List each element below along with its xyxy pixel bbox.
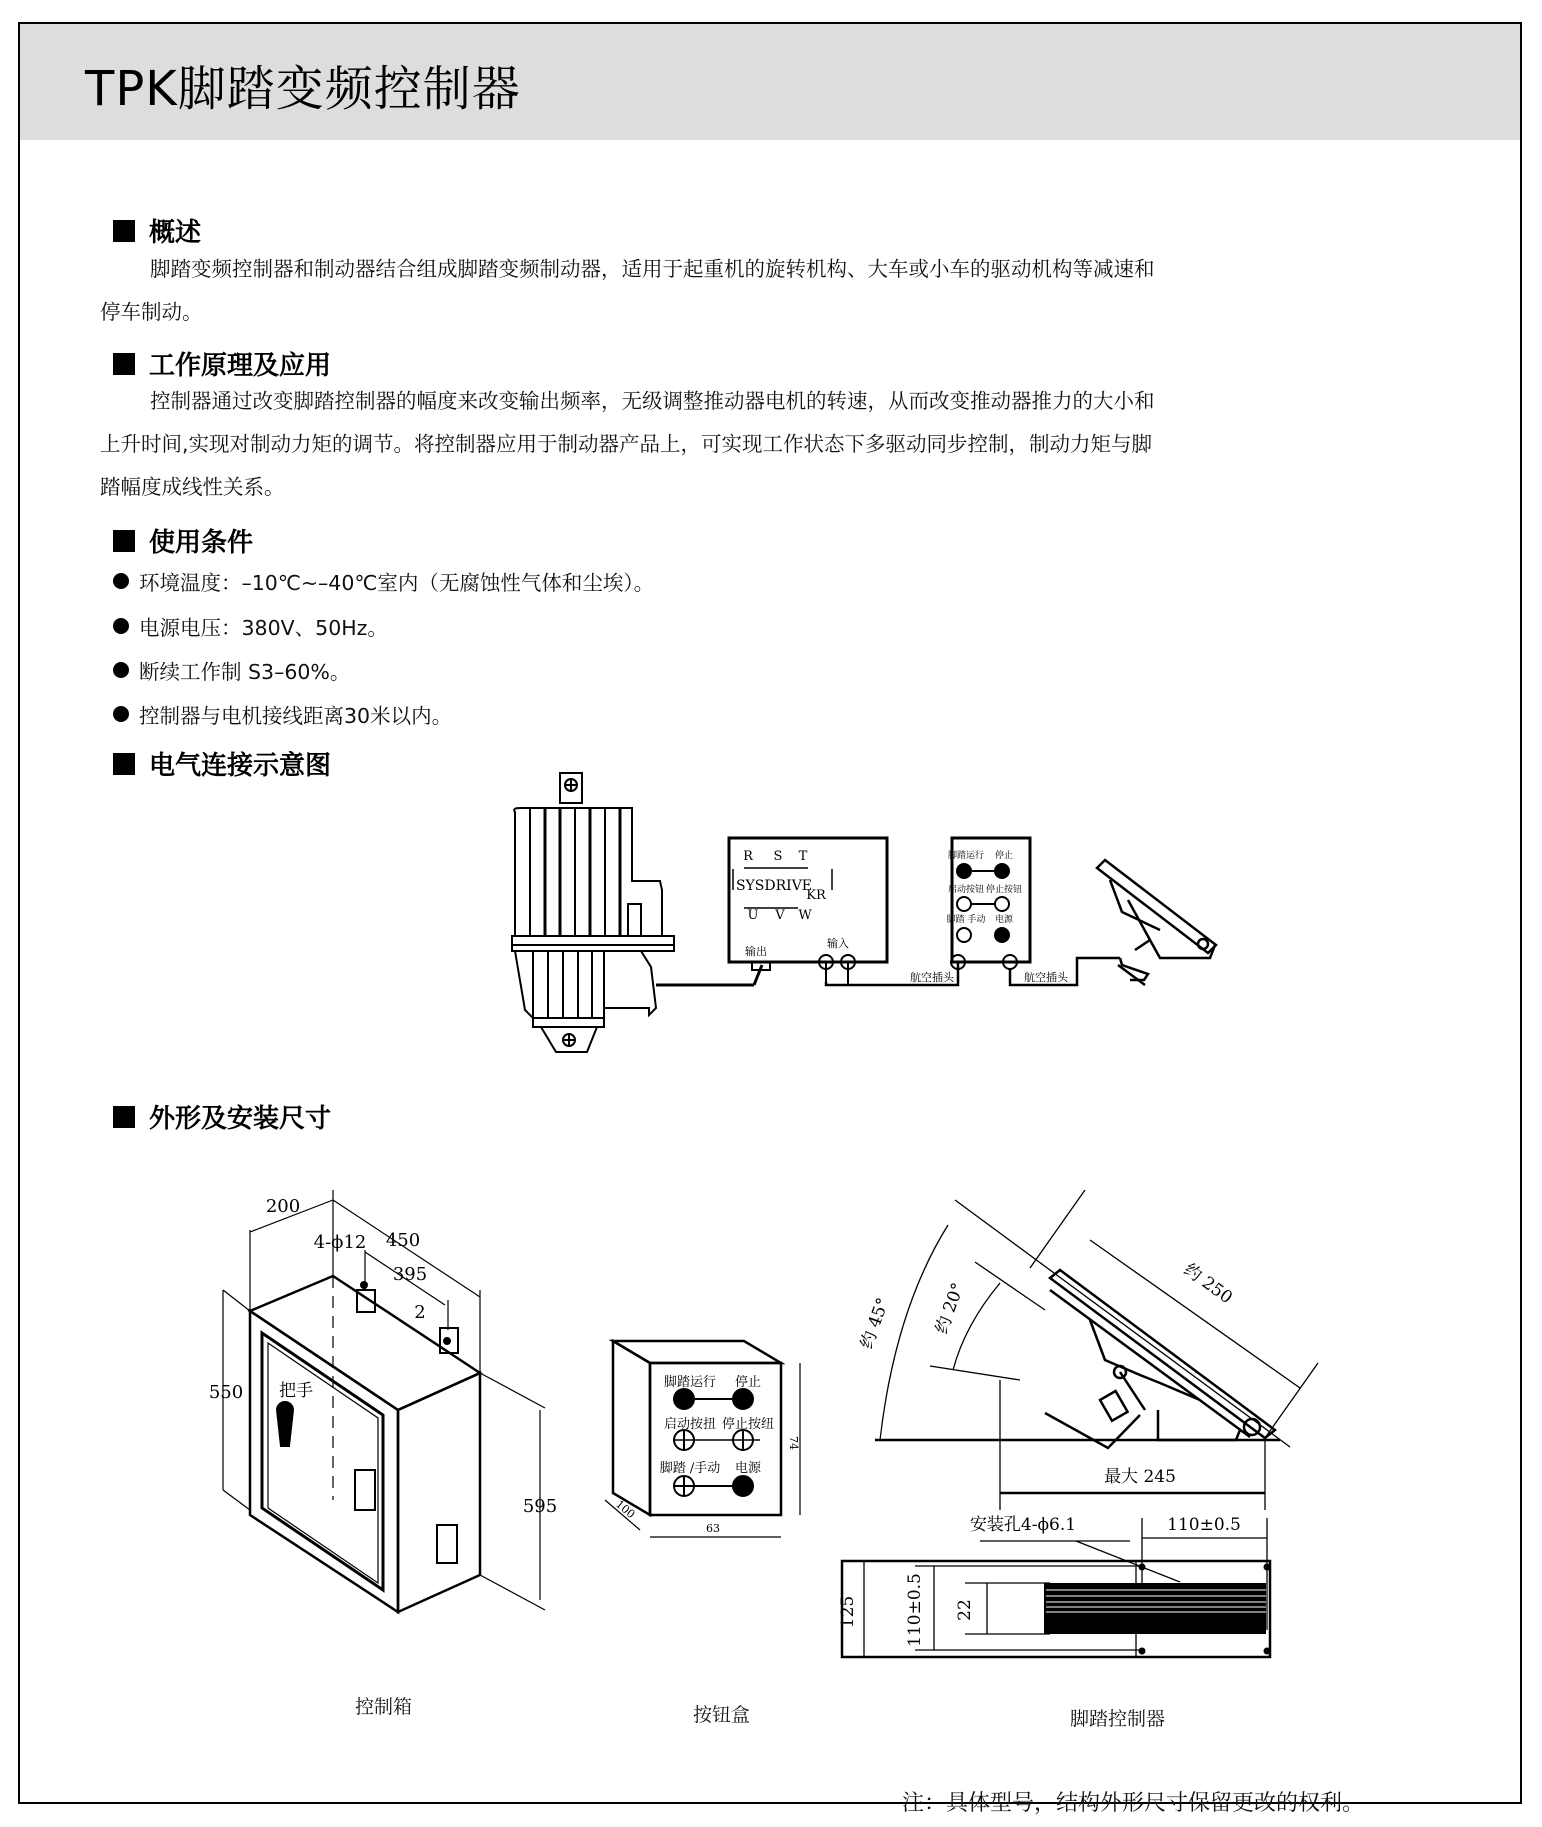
svg-text:T: T bbox=[798, 849, 808, 864]
square-bullet-icon bbox=[113, 753, 135, 775]
svg-text:74: 74 bbox=[787, 1436, 800, 1450]
caption-button-box: 按钮盒 bbox=[693, 1704, 751, 1726]
svg-text:电源: 电源 bbox=[994, 915, 1014, 925]
section-heading-overview: 概述 bbox=[113, 212, 201, 249]
wiring-diagram bbox=[500, 770, 1240, 1070]
footer-note: 注：具体型号，结构外形尺寸保留更改的权利。 bbox=[902, 1791, 1365, 1816]
svg-text:最大 245: 最大 245 bbox=[1104, 1467, 1176, 1487]
svg-text:KR: KR bbox=[806, 888, 826, 903]
svg-text:W: W bbox=[798, 908, 812, 923]
svg-text:脚踏 手动: 脚踏 手动 bbox=[946, 915, 986, 925]
svg-text:110±0.5: 110±0.5 bbox=[1167, 1515, 1241, 1535]
svg-text:把手: 把手 bbox=[279, 1381, 313, 1401]
svg-text:4-ϕ12: 4-ϕ12 bbox=[313, 1232, 367, 1253]
svg-text:启动按钮: 启动按钮 bbox=[947, 885, 985, 895]
svg-text:约 20°: 约 20° bbox=[931, 1280, 969, 1337]
svg-text:脚踏运行: 脚踏运行 bbox=[947, 851, 985, 861]
caption-pedal: 脚踏控制器 bbox=[1070, 1708, 1166, 1730]
section-heading-conditions: 使用条件 bbox=[113, 522, 253, 559]
bullet-dot-icon bbox=[113, 662, 129, 678]
svg-text:脚踏 /手动: 脚踏 /手动 bbox=[659, 1461, 721, 1476]
svg-text:395: 395 bbox=[392, 1264, 428, 1285]
svg-text:595: 595 bbox=[522, 1496, 558, 1517]
svg-text:输出: 输出 bbox=[745, 945, 767, 958]
svg-text:R: R bbox=[743, 849, 753, 864]
svg-text:110±0.5: 110±0.5 bbox=[905, 1573, 925, 1647]
svg-text:输入: 输入 bbox=[827, 937, 849, 950]
principle-paragraph: 控制器通过改变脚踏控制器的幅度来改变输出频率，无级调整推动器电机的转速，从而改变推动器推力的大小和 上升时间,实现对制动力矩的调节。将控制器应用于制动器产品上，可实现工作状态下多驱动同步控制，制动力矩与脚 踏幅度成线性关系。 bbox=[100, 389, 1155, 499]
page-title: TPK脚踏变频控制器 bbox=[85, 61, 521, 117]
bullet-dot-icon bbox=[113, 706, 129, 722]
foot-pedal-icon bbox=[1097, 860, 1216, 985]
svg-text:2: 2 bbox=[414, 1302, 426, 1323]
section-heading-wiring: 电气连接示意图 bbox=[113, 745, 331, 782]
square-bullet-icon bbox=[113, 353, 135, 375]
condition-item: 断续工作制 S3–60%。 bbox=[113, 655, 350, 685]
svg-text:航空插头: 航空插头 bbox=[1024, 971, 1068, 984]
svg-text:停止按纽: 停止按纽 bbox=[721, 1417, 775, 1432]
svg-text:100: 100 bbox=[613, 1497, 638, 1522]
svg-text:约 45°: 约 45° bbox=[856, 1295, 894, 1352]
svg-text:停止按钮: 停止按钮 bbox=[985, 885, 1023, 895]
svg-text:启动按扭: 启动按扭 bbox=[663, 1417, 717, 1432]
thruster-icon bbox=[512, 773, 674, 1052]
svg-text:安装孔4-ϕ6.1: 安装孔4-ϕ6.1 bbox=[969, 1515, 1077, 1535]
svg-text:停止: 停止 bbox=[734, 1375, 762, 1390]
bullet-dot-icon bbox=[113, 618, 129, 634]
svg-text:200: 200 bbox=[265, 1196, 301, 1217]
condition-item: 电源电压：380V、50Hz。 bbox=[113, 611, 388, 641]
svg-text:S: S bbox=[773, 849, 783, 864]
caption-control-box: 控制箱 bbox=[355, 1696, 413, 1718]
bullet-dot-icon bbox=[113, 573, 129, 589]
svg-text:63: 63 bbox=[706, 1522, 720, 1535]
svg-text:125: 125 bbox=[838, 1595, 858, 1629]
square-bullet-icon bbox=[113, 530, 135, 552]
svg-text:U: U bbox=[747, 908, 759, 923]
overview-paragraph: 脚踏变频控制器和制动器结合组成脚踏变频制动器，适用于起重机的旋转机构、大车或小车的驱动机构等减速和 停车制动。 bbox=[100, 257, 1155, 324]
svg-text:电源: 电源 bbox=[734, 1461, 762, 1476]
svg-text:550: 550 bbox=[208, 1382, 244, 1403]
condition-item: 环境温度：–10℃~–40℃室内（无腐蚀性气体和尘埃）。 bbox=[113, 566, 654, 596]
svg-text:脚踏运行: 脚踏运行 bbox=[663, 1375, 717, 1390]
control-box-drawing bbox=[200, 1180, 600, 1630]
square-bullet-icon bbox=[113, 220, 135, 242]
square-bullet-icon bbox=[113, 1106, 135, 1128]
button-box-drawing bbox=[600, 1320, 820, 1540]
svg-text:约 250: 约 250 bbox=[1179, 1259, 1237, 1309]
svg-text:22: 22 bbox=[955, 1599, 975, 1621]
svg-text:SYSDRIVE: SYSDRIVE bbox=[735, 878, 813, 894]
pedal-drawing bbox=[830, 1190, 1330, 1660]
svg-text:450: 450 bbox=[385, 1230, 421, 1251]
section-heading-dimensions: 外形及安装尺寸 bbox=[113, 1098, 331, 1135]
condition-item: 控制器与电机接线距离30米以内。 bbox=[113, 699, 452, 729]
section-heading-principle: 工作原理及应用 bbox=[113, 345, 331, 382]
svg-text:航空插头: 航空插头 bbox=[910, 971, 954, 984]
svg-text:停止: 停止 bbox=[994, 851, 1014, 861]
svg-text:V: V bbox=[775, 908, 785, 923]
